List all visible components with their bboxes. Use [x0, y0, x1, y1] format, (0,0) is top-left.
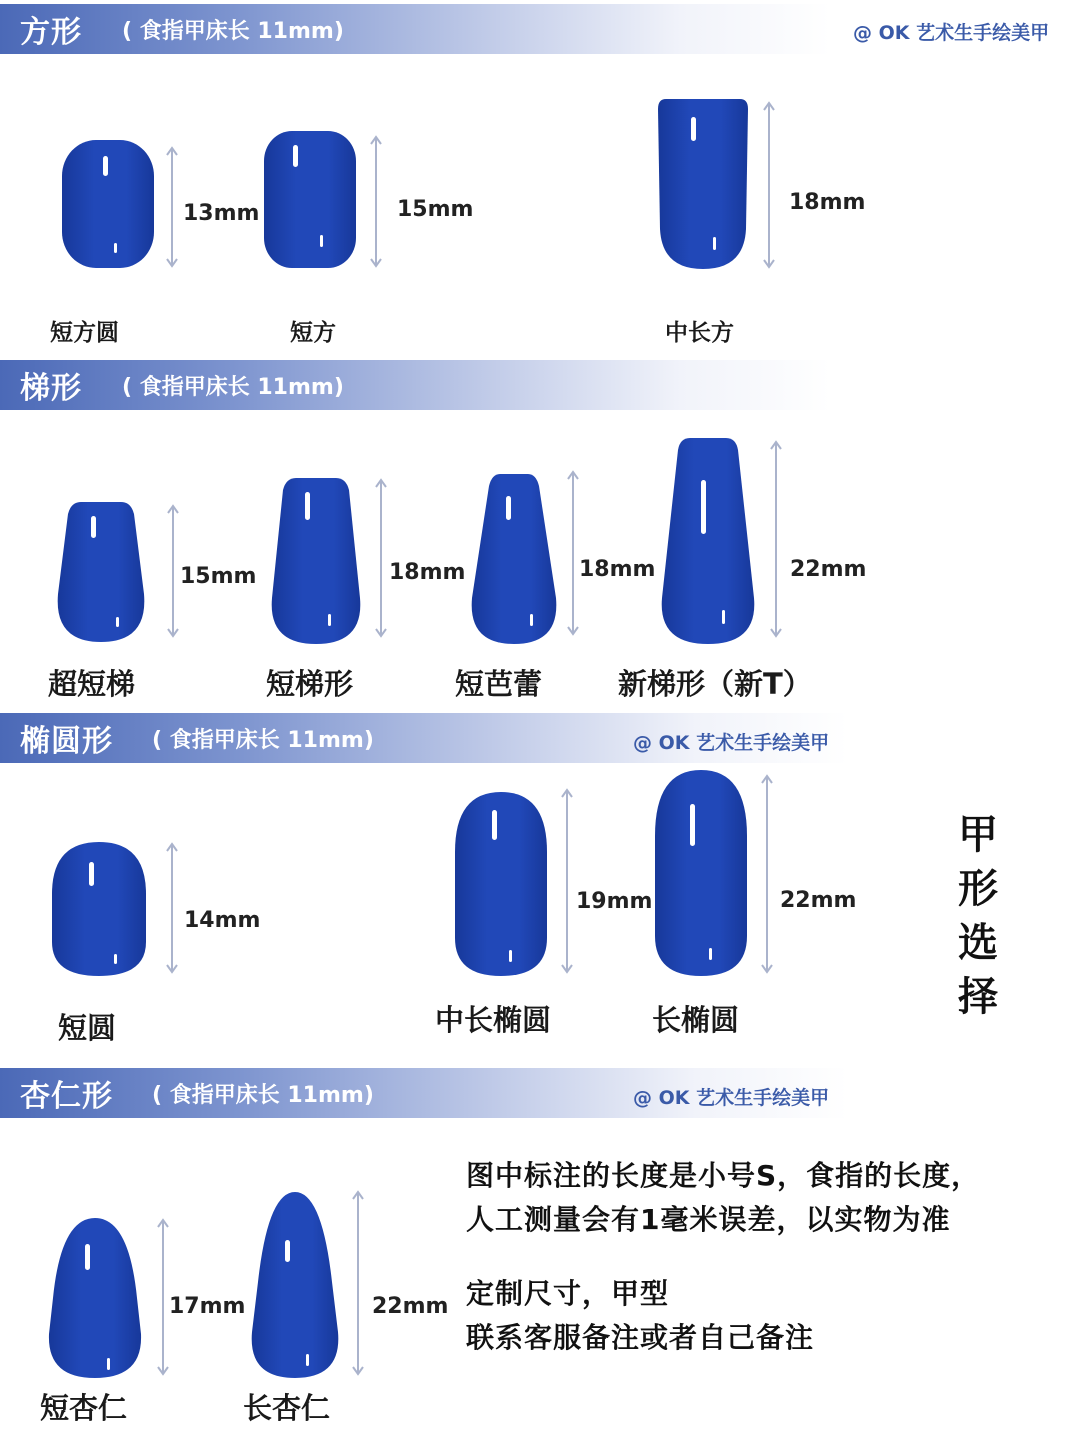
length-arrow: [352, 1190, 364, 1376]
section-title: 梯形: [20, 371, 82, 406]
nail-short-ladder: [270, 478, 362, 644]
length-arrow: [770, 440, 782, 638]
section-subtitle: ( 食指甲床长 11mm): [122, 18, 344, 44]
length-label: 18mm: [389, 560, 466, 585]
shape-label: 中长方: [665, 320, 734, 346]
shape-label: 短芭蕾: [455, 667, 543, 701]
nail-medium-long-oval: [455, 792, 547, 976]
shape-label: 短杏仁: [40, 1391, 128, 1425]
nail-medium-long-square: [658, 99, 748, 269]
vertical-title-char: 甲: [958, 812, 998, 858]
nail-short-round: [52, 842, 146, 976]
section-subtitle: ( 食指甲床长 11mm): [152, 727, 374, 753]
vertical-title: [953, 808, 1003, 1024]
length-label: 19mm: [576, 889, 653, 914]
length-arrow: [761, 774, 773, 974]
note-line: 人工测量会有1毫米误差，以实物为准: [466, 1203, 951, 1236]
length-label: 18mm: [789, 190, 866, 215]
shape-label: 短方圆: [50, 320, 119, 346]
note-line: 定制尺寸，甲型: [466, 1277, 670, 1310]
nail-new-ladder: [660, 438, 756, 644]
length-arrow: [166, 842, 178, 974]
length-label: 22mm: [790, 557, 867, 582]
nail-short-square: [264, 131, 356, 268]
length-arrow: [763, 101, 775, 269]
nail-long-almond: [250, 1192, 340, 1378]
section-title: 杏仁形: [20, 1079, 113, 1114]
length-arrow: [370, 135, 382, 268]
section-title: 椭圆形: [20, 724, 113, 759]
vertical-title-char: 选: [958, 920, 998, 966]
length-label: 15mm: [180, 564, 257, 589]
length-label: 22mm: [780, 888, 857, 913]
section-header-ladder: [0, 360, 830, 410]
shape-label: 中长椭圆: [435, 1003, 552, 1037]
length-arrow: [166, 146, 178, 268]
length-label: 22mm: [372, 1294, 449, 1319]
shape-label: 短方: [290, 320, 336, 346]
nail-extra-short-ladder: [56, 502, 146, 642]
nail-short-almond: [49, 1218, 141, 1378]
vertical-title-char: 择: [958, 974, 998, 1020]
section-header-square: [0, 4, 830, 54]
vertical-title-char: 形: [958, 866, 998, 912]
shape-label: 超短梯: [48, 667, 136, 701]
shape-label: 短圆: [58, 1011, 117, 1045]
shape-label: 长椭圆: [652, 1003, 740, 1037]
brand-watermark: @ OK 艺术生手绘美甲: [633, 732, 830, 754]
length-label: 15mm: [397, 197, 474, 222]
length-arrow: [561, 788, 573, 974]
length-arrow: [567, 470, 579, 636]
nail-short-square-round: [62, 140, 154, 268]
brand-watermark: @ OK 艺术生手绘美甲: [853, 22, 1050, 44]
shape-label: 短梯形: [266, 667, 354, 701]
section-title: 方形: [20, 15, 82, 50]
length-arrow: [157, 1218, 169, 1376]
section-subtitle: ( 食指甲床长 11mm): [122, 374, 344, 400]
brand-watermark: @ OK 艺术生手绘美甲: [633, 1087, 830, 1109]
note-line: 图中标注的长度是小号S，食指的长度，: [466, 1159, 981, 1192]
length-label: 13mm: [183, 201, 260, 226]
length-label: 14mm: [184, 908, 261, 933]
section-subtitle: ( 食指甲床长 11mm): [152, 1082, 374, 1108]
length-arrow: [375, 478, 387, 638]
length-label: 17mm: [169, 1294, 246, 1319]
note-line: 联系客服备注或者自己备注: [466, 1321, 815, 1354]
nail-short-ballet: [470, 474, 558, 644]
shape-label: 新梯形（新T）: [618, 667, 812, 701]
length-label: 18mm: [579, 557, 656, 582]
length-arrow: [167, 504, 179, 638]
nail-long-oval: [655, 770, 747, 976]
shape-label: 长杏仁: [243, 1391, 331, 1425]
